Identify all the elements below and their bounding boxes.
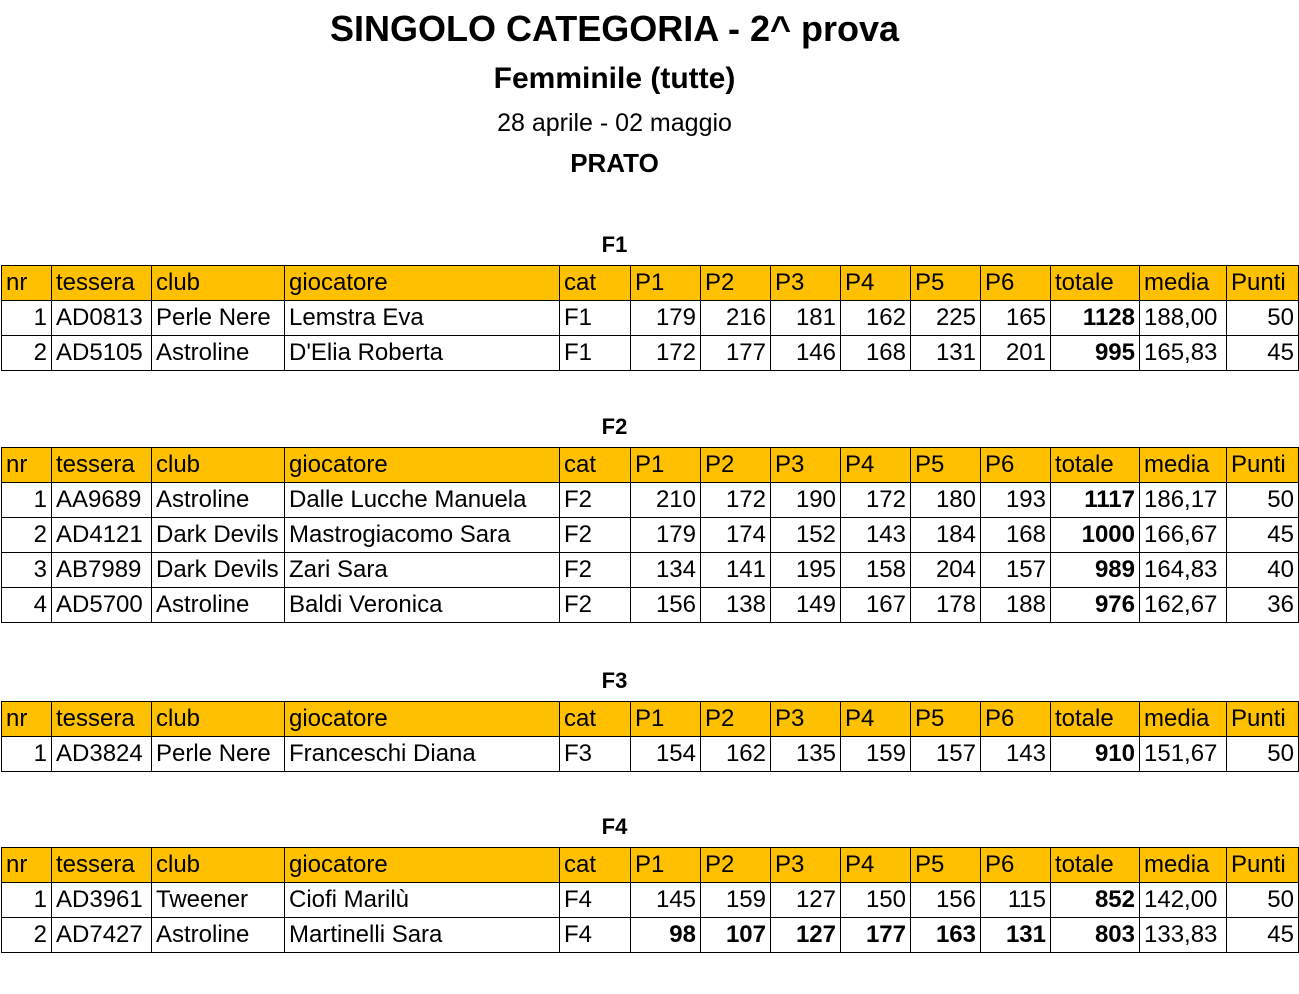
cell-score-p2: 216 xyxy=(701,301,771,336)
cell-club: Dark Devils xyxy=(152,553,285,588)
cell-club: Astroline xyxy=(152,588,285,623)
cell-tessera: AD4121 xyxy=(52,518,152,553)
cell-nr: 4 xyxy=(2,588,52,623)
column-header: media xyxy=(1140,848,1227,883)
cell-punti: 50 xyxy=(1227,301,1299,336)
cell-totale: 803 xyxy=(1051,918,1140,953)
cell-score-p5: 178 xyxy=(911,588,981,623)
cell-tessera: AA9689 xyxy=(52,483,152,518)
column-header: totale xyxy=(1051,266,1140,301)
cell-nr: 3 xyxy=(2,553,52,588)
cell-giocatore: Baldi Veronica xyxy=(285,588,560,623)
table-row xyxy=(2,483,1299,518)
column-header: P4 xyxy=(841,448,911,483)
cell-cat: F2 xyxy=(560,588,631,623)
column-header: giocatore xyxy=(285,448,560,483)
cell-score-p3: 127 xyxy=(771,883,841,918)
cell-tessera: AD5700 xyxy=(52,588,152,623)
cell-punti: 45 xyxy=(1227,336,1299,371)
column-header: P6 xyxy=(981,448,1051,483)
column-header: P2 xyxy=(701,448,771,483)
column-header: club xyxy=(152,266,285,301)
cell-media: 165,83 xyxy=(1140,336,1227,371)
cell-score-p6: 143 xyxy=(981,737,1051,772)
results-table xyxy=(1,265,1299,371)
cell-score-p5: 225 xyxy=(911,301,981,336)
cell-nr: 2 xyxy=(2,918,52,953)
column-header: Punti xyxy=(1227,702,1299,737)
cell-club: Astroline xyxy=(152,336,285,371)
table-header-row xyxy=(2,702,1299,737)
cell-tessera: AB7989 xyxy=(52,553,152,588)
table-header-row xyxy=(2,266,1299,301)
cell-totale: 989 xyxy=(1051,553,1140,588)
cell-score-p3: 149 xyxy=(771,588,841,623)
cell-totale: 1128 xyxy=(1051,301,1140,336)
cell-score-p2: 138 xyxy=(701,588,771,623)
cell-giocatore: Martinelli Sara xyxy=(285,918,560,953)
cell-score-p2: 107 xyxy=(701,918,771,953)
cell-score-p3: 127 xyxy=(771,918,841,953)
column-header: giocatore xyxy=(285,266,560,301)
page-subtitle: Femminile (tutte) xyxy=(493,62,736,95)
cell-score-p4: 172 xyxy=(841,483,911,518)
cell-giocatore: Ciofi Marilù xyxy=(285,883,560,918)
cell-score-p1: 179 xyxy=(631,518,701,553)
cell-score-p3: 181 xyxy=(771,301,841,336)
cell-punti: 45 xyxy=(1227,518,1299,553)
cell-score-p4: 162 xyxy=(841,301,911,336)
cell-score-p5: 204 xyxy=(911,553,981,588)
column-header: nr xyxy=(2,702,52,737)
column-header: nr xyxy=(2,266,52,301)
cell-giocatore: Zari Sara xyxy=(285,553,560,588)
column-header: Punti xyxy=(1227,448,1299,483)
column-header: tessera xyxy=(52,702,152,737)
cell-nr: 1 xyxy=(2,883,52,918)
cell-score-p4: 177 xyxy=(841,918,911,953)
column-header: P5 xyxy=(911,848,981,883)
cell-score-p1: 179 xyxy=(631,301,701,336)
results-table xyxy=(1,847,1299,953)
cell-score-p3: 146 xyxy=(771,336,841,371)
column-header: Punti xyxy=(1227,266,1299,301)
section-label: F3 xyxy=(601,668,628,693)
cell-totale: 976 xyxy=(1051,588,1140,623)
cell-media: 188,00 xyxy=(1140,301,1227,336)
cell-totale: 995 xyxy=(1051,336,1140,371)
column-header: P1 xyxy=(631,448,701,483)
cell-club: Perle Nere xyxy=(152,737,285,772)
table-row xyxy=(2,336,1299,371)
cell-cat: F2 xyxy=(560,518,631,553)
cell-totale: 852 xyxy=(1051,883,1140,918)
column-header: P1 xyxy=(631,848,701,883)
cell-score-p1: 156 xyxy=(631,588,701,623)
column-header: P1 xyxy=(631,702,701,737)
column-header: P2 xyxy=(701,848,771,883)
cell-score-p6: 131 xyxy=(981,918,1051,953)
cell-score-p6: 157 xyxy=(981,553,1051,588)
column-header: cat xyxy=(560,448,631,483)
cell-score-p5: 180 xyxy=(911,483,981,518)
cell-score-p4: 159 xyxy=(841,737,911,772)
cell-score-p5: 157 xyxy=(911,737,981,772)
cell-giocatore: D'Elia Roberta xyxy=(285,336,560,371)
cell-score-p2: 162 xyxy=(701,737,771,772)
column-header: cat xyxy=(560,266,631,301)
column-header: media xyxy=(1140,702,1227,737)
cell-cat: F2 xyxy=(560,553,631,588)
table-row xyxy=(2,883,1299,918)
cell-nr: 1 xyxy=(2,737,52,772)
cell-score-p6: 168 xyxy=(981,518,1051,553)
column-header: P3 xyxy=(771,702,841,737)
cell-score-p1: 154 xyxy=(631,737,701,772)
column-header: media xyxy=(1140,266,1227,301)
event-place: PRATO xyxy=(570,148,659,178)
results-table xyxy=(1,447,1299,623)
table-row xyxy=(2,588,1299,623)
column-header: giocatore xyxy=(285,848,560,883)
cell-score-p1: 145 xyxy=(631,883,701,918)
cell-cat: F1 xyxy=(560,336,631,371)
event-dates: 28 aprile - 02 maggio xyxy=(497,109,732,137)
cell-totale: 1117 xyxy=(1051,483,1140,518)
cell-cat: F4 xyxy=(560,883,631,918)
cell-score-p2: 172 xyxy=(701,483,771,518)
cell-cat: F1 xyxy=(560,301,631,336)
table-header-row xyxy=(2,848,1299,883)
column-header: club xyxy=(152,702,285,737)
cell-punti: 40 xyxy=(1227,553,1299,588)
cell-score-p6: 193 xyxy=(981,483,1051,518)
column-header: totale xyxy=(1051,848,1140,883)
column-header: nr xyxy=(2,848,52,883)
cell-club: Astroline xyxy=(152,483,285,518)
cell-cat: F4 xyxy=(560,918,631,953)
column-header: P4 xyxy=(841,848,911,883)
page-title: SINGOLO CATEGORIA - 2^ prova xyxy=(329,8,900,49)
column-header: P6 xyxy=(981,848,1051,883)
cell-score-p3: 190 xyxy=(771,483,841,518)
cell-tessera: AD5105 xyxy=(52,336,152,371)
cell-media: 133,83 xyxy=(1140,918,1227,953)
column-header: P6 xyxy=(981,266,1051,301)
cell-score-p2: 141 xyxy=(701,553,771,588)
cell-giocatore: Franceschi Diana xyxy=(285,737,560,772)
cell-score-p4: 143 xyxy=(841,518,911,553)
cell-punti: 50 xyxy=(1227,883,1299,918)
cell-media: 164,83 xyxy=(1140,553,1227,588)
cell-score-p3: 195 xyxy=(771,553,841,588)
column-header: P6 xyxy=(981,702,1051,737)
cell-giocatore: Dalle Lucche Manuela xyxy=(285,483,560,518)
column-header: P3 xyxy=(771,266,841,301)
table-header-row xyxy=(2,448,1299,483)
cell-score-p4: 167 xyxy=(841,588,911,623)
cell-club: Dark Devils xyxy=(152,518,285,553)
cell-tessera: AD7427 xyxy=(52,918,152,953)
cell-score-p5: 184 xyxy=(911,518,981,553)
column-header: P5 xyxy=(911,266,981,301)
cell-score-p3: 135 xyxy=(771,737,841,772)
cell-score-p5: 156 xyxy=(911,883,981,918)
column-header: P5 xyxy=(911,702,981,737)
column-header: P3 xyxy=(771,448,841,483)
cell-score-p1: 98 xyxy=(631,918,701,953)
cell-media: 166,67 xyxy=(1140,518,1227,553)
cell-nr: 2 xyxy=(2,336,52,371)
section-label: F4 xyxy=(601,814,628,839)
cell-score-p4: 168 xyxy=(841,336,911,371)
column-header: giocatore xyxy=(285,702,560,737)
column-header: totale xyxy=(1051,448,1140,483)
cell-nr: 1 xyxy=(2,301,52,336)
column-header: Punti xyxy=(1227,848,1299,883)
cell-score-p6: 165 xyxy=(981,301,1051,336)
table-row xyxy=(2,553,1299,588)
cell-score-p4: 150 xyxy=(841,883,911,918)
cell-giocatore: Mastrogiacomo Sara xyxy=(285,518,560,553)
cell-tessera: AD0813 xyxy=(52,301,152,336)
cell-score-p5: 163 xyxy=(911,918,981,953)
column-header: cat xyxy=(560,702,631,737)
column-header: P4 xyxy=(841,266,911,301)
column-header: P2 xyxy=(701,702,771,737)
table-row xyxy=(2,918,1299,953)
section-label: F2 xyxy=(601,414,628,439)
cell-club: Perle Nere xyxy=(152,301,285,336)
table-row xyxy=(2,301,1299,336)
cell-club: Tweener xyxy=(152,883,285,918)
cell-club: Astroline xyxy=(152,918,285,953)
cell-score-p6: 188 xyxy=(981,588,1051,623)
column-header: P3 xyxy=(771,848,841,883)
cell-media: 186,17 xyxy=(1140,483,1227,518)
cell-media: 162,67 xyxy=(1140,588,1227,623)
cell-tessera: AD3961 xyxy=(52,883,152,918)
cell-totale: 910 xyxy=(1051,737,1140,772)
cell-giocatore: Lemstra Eva xyxy=(285,301,560,336)
column-header: tessera xyxy=(52,448,152,483)
cell-score-p5: 131 xyxy=(911,336,981,371)
cell-score-p4: 158 xyxy=(841,553,911,588)
cell-cat: F3 xyxy=(560,737,631,772)
column-header: P5 xyxy=(911,448,981,483)
cell-score-p6: 201 xyxy=(981,336,1051,371)
cell-score-p3: 152 xyxy=(771,518,841,553)
table-row xyxy=(2,737,1299,772)
cell-score-p2: 159 xyxy=(701,883,771,918)
cell-punti: 50 xyxy=(1227,483,1299,518)
column-header: nr xyxy=(2,448,52,483)
column-header: P2 xyxy=(701,266,771,301)
column-header: P4 xyxy=(841,702,911,737)
column-header: club xyxy=(152,448,285,483)
results-table xyxy=(1,701,1299,772)
cell-cat: F2 xyxy=(560,483,631,518)
cell-media: 151,67 xyxy=(1140,737,1227,772)
cell-nr: 2 xyxy=(2,518,52,553)
column-header: media xyxy=(1140,448,1227,483)
cell-score-p6: 115 xyxy=(981,883,1051,918)
column-header: cat xyxy=(560,848,631,883)
column-header: tessera xyxy=(52,266,152,301)
table-row xyxy=(2,518,1299,553)
cell-score-p2: 177 xyxy=(701,336,771,371)
column-header: tessera xyxy=(52,848,152,883)
cell-punti: 36 xyxy=(1227,588,1299,623)
cell-score-p2: 174 xyxy=(701,518,771,553)
section-label: F1 xyxy=(601,232,628,257)
column-header: totale xyxy=(1051,702,1140,737)
cell-totale: 1000 xyxy=(1051,518,1140,553)
cell-score-p1: 210 xyxy=(631,483,701,518)
cell-media: 142,00 xyxy=(1140,883,1227,918)
cell-punti: 45 xyxy=(1227,918,1299,953)
cell-tessera: AD3824 xyxy=(52,737,152,772)
column-header: club xyxy=(152,848,285,883)
cell-score-p1: 134 xyxy=(631,553,701,588)
cell-score-p1: 172 xyxy=(631,336,701,371)
column-header: P1 xyxy=(631,266,701,301)
cell-punti: 50 xyxy=(1227,737,1299,772)
cell-nr: 1 xyxy=(2,483,52,518)
